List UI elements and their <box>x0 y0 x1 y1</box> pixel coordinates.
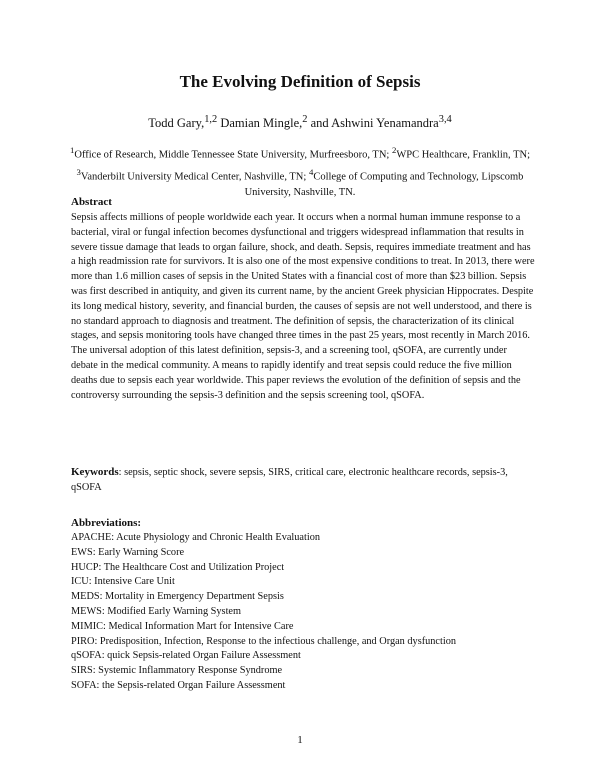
abbreviations-heading: Abbreviations: <box>71 517 142 529</box>
abbreviation-item: APACHE: Acute Physiology and Chronic Health Evaluation <box>71 532 321 543</box>
keywords <box>71 465 535 495</box>
affiliation-text: Vanderbilt University Medical Center, Nashville, TN; <box>80 171 309 182</box>
abstract-text: Sepsis affects millions of people worldwide each year. It occurs when a normal human immune response to a bacterial, viral or fungal infection becomes dysfunctional and triggers widespread inflammation that results in severe tissue damage that leads to organ failure, shock, and death. Sepsis, requires immediate treatment and has a high readmission rate for survivors. It is also one of the most expensive conditions to treat. In 2013, there were more than 1.6 million cases of sepsis in the United States with a financial cost of more than $23 billion. Sepsis was first described in antiquity, and given its current name, by the ancient Greek physician Hippocrates. Despite its long medical history, severity, and financial burden, the causes of sepsis are not well understood, and there is no standard approach to diagnosis and treatment. The definition of sepsis, the characterization of its clinical stages, and sepsis monitoring tools have changed three times in the past 25 years, most recently in March 2016. The universal adoption of this latest definition, sepsis-3, and a screening tool, qSOFA, are currently under debate in the medical community. A means to rapidly identify and treat sepsis could reduce the five million deaths due to sepsis each year worldwide. This paper reviews the evolution of the definition of sepsis and the controversy surrounding the sepsis-3 definition and the sepsis screening tool, qSOFA. <box>71 212 535 401</box>
affiliation-marker: 2 <box>391 145 397 155</box>
author-affiliation-marker: 3,4 <box>438 114 452 125</box>
abbreviation-item: qSOFA: quick Sepsis-related Organ Failure Assessment <box>71 650 301 662</box>
affiliation-text: WPC Healthcare, Franklin, TN; <box>396 149 530 161</box>
author-name: Damian Mingle, <box>217 116 303 131</box>
abbreviation-item: ICU: Intensive Care Unit <box>71 576 175 588</box>
abstract-heading: Abstract <box>71 196 112 208</box>
abbreviations-list <box>71 531 535 694</box>
abbreviation-item: SIRS: Systemic Inflammatory Response Syndrome <box>71 665 283 677</box>
affiliation-text: Office of Research, Middle Tennessee State University, Murfreesboro, TN; <box>74 149 392 161</box>
abbreviation-item: EWS: Early Warning Score <box>71 546 185 558</box>
affiliation-marker: 3 <box>76 166 81 177</box>
author-affiliation-marker: 1,2 <box>204 114 218 125</box>
abbreviation-item: MEWS: Modified Early Warning System <box>71 605 242 617</box>
abbreviation-item: PIRO: Predisposition, Infection, Response to the infectious challenge, and Organ dysfunction <box>71 635 457 647</box>
affiliation-text: College of Computing and Technology, Lipscomb University, Nashville, TN. <box>244 171 524 198</box>
author-name: and Ashwini Yenamandra <box>307 116 439 131</box>
keywords-text: : sepsis, septic shock, severe sepsis, SIRS, critical care, electronic healthcare records, sepsis-3, qSOFA <box>71 467 508 493</box>
abbreviation-item: HUCP: The Healthcare Cost and Utilization Project <box>71 561 285 573</box>
paper-title: The Evolving Definition of Sepsis <box>179 72 421 91</box>
author-line <box>0 114 600 131</box>
author-name: Todd Gary, <box>148 116 205 131</box>
abbreviation-item: SOFA: the Sepsis-related Organ Failure Assessment <box>71 679 286 691</box>
abbreviation-item: MIMIC: Medical Information Mart for Intensive Care <box>71 620 294 632</box>
keywords-label: Keywords <box>71 466 119 478</box>
affiliation-marker: 4 <box>308 166 314 177</box>
abbreviation-item: MEDS: Mortality in Emergency Department Sepsis <box>71 591 284 603</box>
page-number: 1 <box>297 734 303 746</box>
affiliation-marker: 1 <box>70 145 75 155</box>
author-affiliation-marker: 2 <box>302 114 308 125</box>
affiliations <box>70 142 530 201</box>
